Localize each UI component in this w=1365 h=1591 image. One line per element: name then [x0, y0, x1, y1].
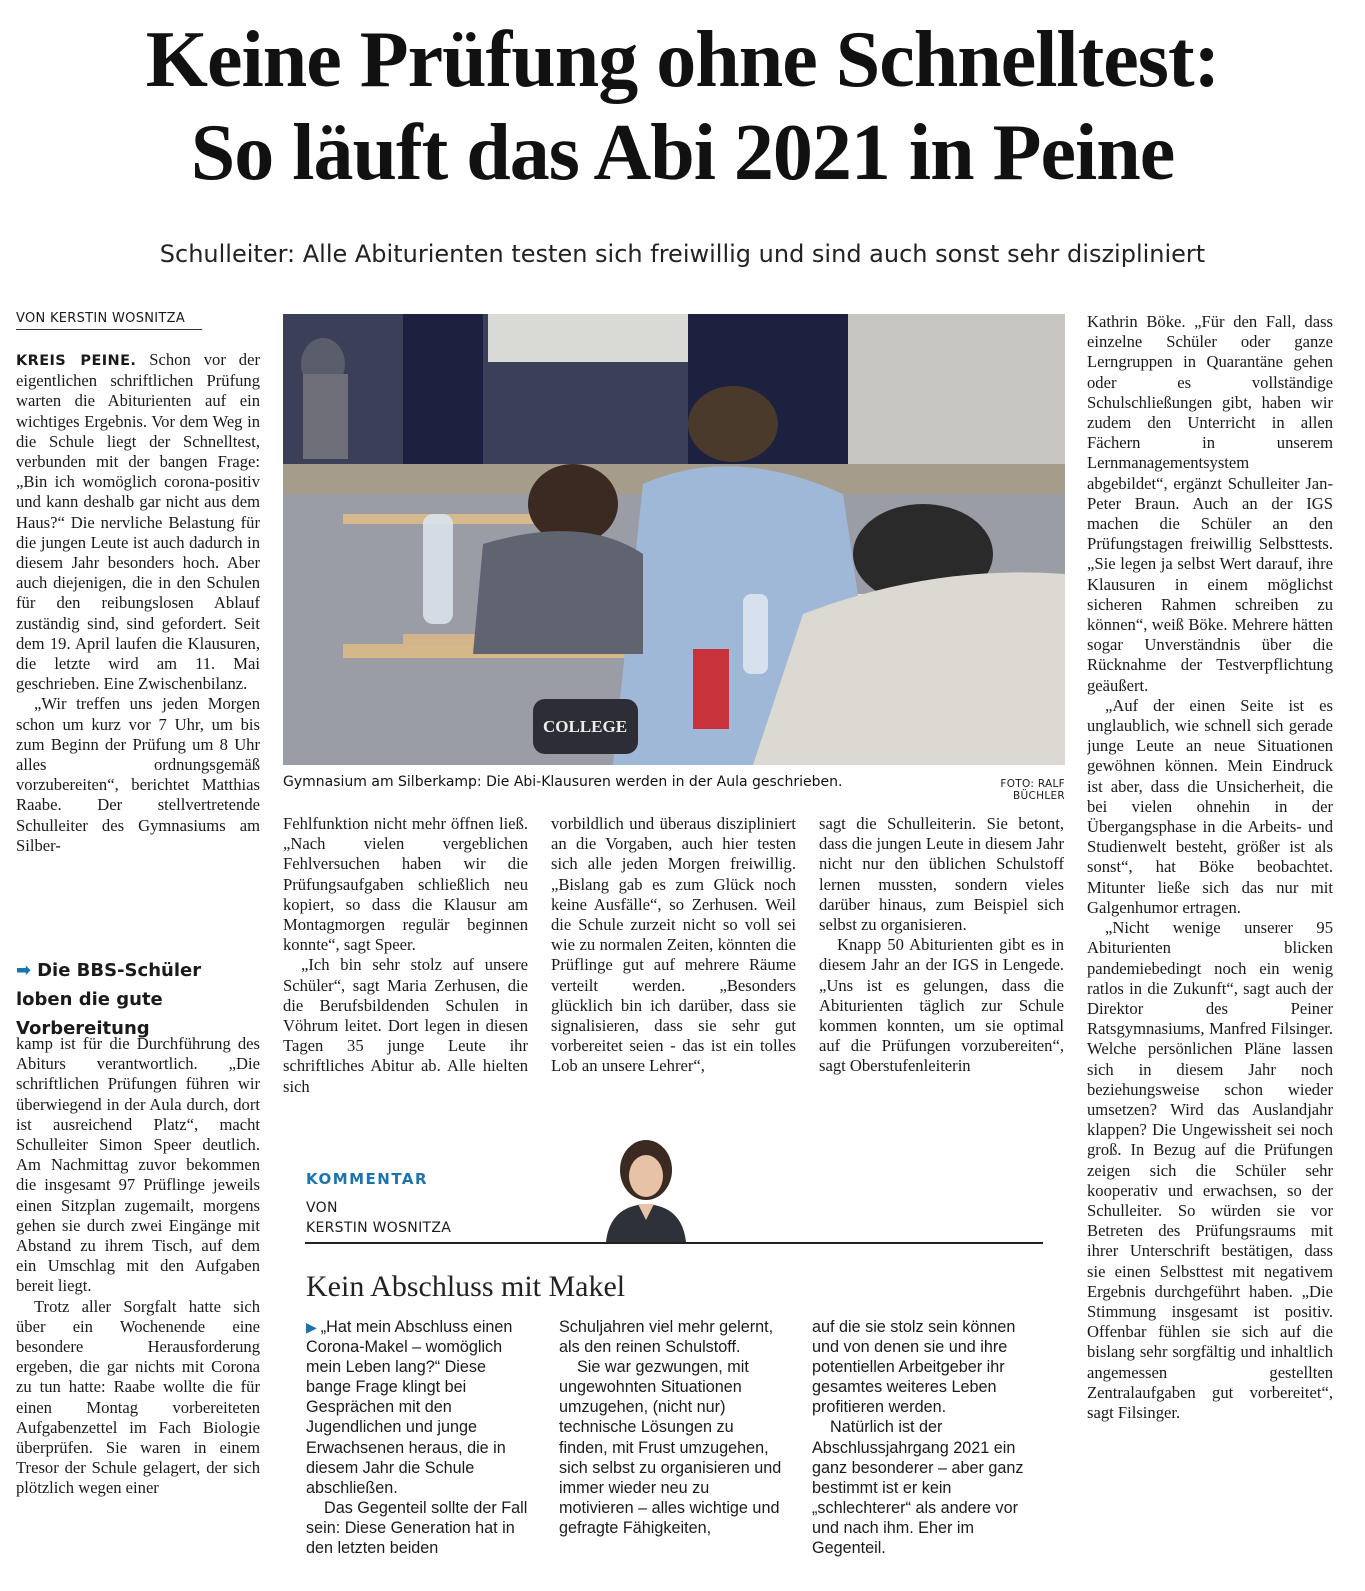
commentary-column-3 — [812, 1317, 1042, 1587]
article-column-1-top — [16, 350, 260, 934]
article-paragraph: „Auf der einen Seite ist es unglaublich, wie schnell sich gerade junge Leute an neue Situationen gewöhnen können. Mein Eindruck ist aber, dass die Unsicherheit, die bei vielen ohnehin in der Übergangsphase in die Arbeits- und Studienwelt besteht, größer ist als sonst“, hat Böke beobachtet. Mitunter ließe sich das nur mit Galgenhumor ertragen. — [1087, 695, 1333, 917]
article-paragraph: „Ich bin sehr stolz auf unsere Schüler“, sagt Maria Zerhusen, die die Berufsbildenden Schulen in Vöhrum leitet. Dort legen in diesen Tagen 35 junge Leute ihr schriftliches Abitur ab. Alle hielten sich — [283, 955, 528, 1096]
commentary-label: KOMMENTAR — [306, 1170, 429, 1188]
article-paragraph — [16, 350, 260, 694]
article-paragraph: sagt die Schulleiterin. Sie betont, dass die jungen Leute in diesem Jahr nicht nur den üblichen Schulstoff lernen mussten, sondern vieles darüber hinaus, zum Beispiel sich selbst zu organisieren. — [819, 814, 1064, 935]
article-column-2 — [283, 814, 528, 1124]
author-portrait — [600, 1134, 692, 1242]
author-portrait-image — [600, 1134, 692, 1242]
article-photo — [283, 314, 1065, 765]
headline-line-1: Keine Prüfung ohne Schnelltest: — [145, 16, 1220, 104]
commentary-paragraph: Schuljahren viel mehr gelernt, als den reinen Schulstoff. — [559, 1318, 774, 1357]
article-column-1-bottom — [16, 1034, 260, 1584]
photo-credit: FOTO: RALF BÜCHLER — [1000, 778, 1065, 802]
play-circle-icon: ▶ — [306, 1319, 317, 1335]
arrow-right-icon: ➡ — [16, 960, 32, 981]
commentary-column-1 — [306, 1317, 530, 1587]
article-paragraph: Knapp 50 Abiturienten gibt es in diesem Jahr an der IGS in Lengede. „Uns ist es gelungen, dass die Abiturienten täglich zur Schule kommen konnten, um sie optimal auf die Prüfungen vorzubereiten“, sagt Oberstufenleiterin — [819, 935, 1064, 1076]
pencil-case-text: COLLEGE — [542, 717, 628, 736]
commentary-author: KERSTIN WOSNITZA — [306, 1220, 452, 1236]
article-paragraph: kamp ist für die Durchführung des Abiturs verantwortlich. „Die schriftlichen Prüfungen führen wir überwiegend in der Aula durch, dort ist ausreichend Platz“, macht Schulleiter Simon Speer deutlich. Am Nachmittag zuvor bekommen die insgesamt 97 Prüflinge jeweils einen Sitzplan zugemailt, morgens gehen sie durch zwei Eingänge mit Abstand zu ihrem Tisch, auf dem ein Umschlag mit den Aufgaben bereit liegt. — [16, 1034, 260, 1296]
commentary-text: „Hat mein Abschluss einen Corona-Makel – womöglich mein Leben lang?“ Diese bange Frage klingt bei Gesprächen mit den Jugendlichen und junge Erwachsenen heraus, die in diesem Jahr die Schule abschließen. — [306, 1318, 513, 1497]
commentary-divider — [305, 1242, 1043, 1244]
article-paragraph: Fehlfunktion nicht mehr öffnen ließ. „Nach vielen vergeblichen Fehlversuchen haben wir die Prüfungsaufgaben schließlich neu kopiert, so dass die Klausur am Montagmorgen regulär beginnen konnte“, sagt Speer. — [283, 814, 528, 955]
article-paragraph: „Nicht wenige unserer 95 Abiturienten blicken pandemiebedingt noch ein wenig ratlos in die Zukunft“, sagt auch der Direktor des Peiner Ratsgymnasiums, Manfred Filsinger. Welche persönlichen Pläne lassen sich in diesem Jahr noch beziehungsweise schon wieder umsetzen? Wird das Auslandjahr klappen? Die Ungewissheit sei noch groß. In Bezug auf die Prüfungen zeigen sich die Schüler sehr kooperativ und erwachsen, so der Schulleiter. So würden sie vor Betreten des Prüfungsraums mit ihrer Unterschrift bestätigen, dass sie einen Selbsttest mit negativem Ergebnis durchgeführt haben. „Die Stimmung insgesamt ist positiv. Offenbar fühlen sie sich auf die bislang sehr sorgfältig und inhaltlich angemessen gestellten Zentralaufgaben gut vorbereitet“, sagt Filsinger. — [1087, 918, 1333, 1422]
commentary-paragraph — [306, 1317, 530, 1498]
commentary-paragraph: auf die sie stolz sein können und von denen sie und ihre potentiellen Arbeitgeber ihr gesamtes weiteres Leben profitieren werden. — [812, 1318, 1016, 1417]
interheadline — [16, 956, 260, 1043]
article-paragraph: „Wir treffen uns jeden Morgen schon um kurz vor 7 Uhr, um bis zum Beginn der Prüfung um 8 Uhr alles ordnungsgemäß vorzubereiten“, berichtet Matthias Raabe. Der stellvertretende Schulleiter des Gymnasiums am Silber- — [16, 694, 260, 855]
article-column-4 — [819, 814, 1064, 1124]
commentary-column-2 — [559, 1317, 783, 1587]
byline: VON KERSTIN WOSNITZA — [16, 311, 202, 330]
article-paragraph: Trotz aller Sorgfalt hatte sich über ein Wochenende eine besondere Herausforderung ergeben, die gar nichts mit Corona zu tun hatte: Raabe wollte die für einen Montag vorbereiteten Aufgabenzettel im Fach Biologie überprüfen. Sie waren in einem Tresor der Schule gelagert, der sich plötzlich wegen einer — [16, 1296, 260, 1498]
article-paragraph: vorbildlich und überaus diszipliniert an die Vorgaben, auch hier testen sich alle jeden Morgen freiwillig. „Bislang gab es zum Glück noch keine Ausfälle“, so Zerhusen. Weil die Schule zurzeit nicht so voll sei wie zu normalen Zeiten, könnten die Prüflinge gut auf mehrere Räume verteilt werden. „Besonders glücklich bin ich darüber, dass sie signalisieren, dass sie sehr gut vorbereitet seien - das ist ein tolles Lob an unsere Lehrer“, — [551, 814, 796, 1076]
article-text: Schon vor der eigentlichen schriftlichen Prüfung warten die Abiturienten auf ein wichtiges Ergebnis. Vor dem Weg in die Schule liegt der Schnelltest, verbunden mit der bangen Frage: „Bin ich womöglich corona-positiv und kann deshalb gar nicht aus dem Haus?“ Die nervliche Belastung für die jungen Leute ist auch dadurch in diesem Jahr besonders hoch. Aber auch diejenigen, die in den Schulen für den reibungslosen Ablauf zuständig sind, sind gefordert. Seit dem 19. April laufen die Klausuren, die letzte wird am 11. Mai geschrieben. Eine Zwischenbilanz. — [16, 350, 260, 694]
article-column-5 — [1087, 312, 1333, 1587]
commentary-paragraph: Das Gegenteil sollte der Fall sein: Diese Generation hat in den letzten beiden — [306, 1498, 528, 1558]
lead-place: KREIS PEINE. — [16, 353, 137, 369]
commentary-byline — [306, 1198, 451, 1238]
headline — [0, 14, 1365, 200]
interheadline-text: Die BBS-Schüler loben die gute Vorbereitung — [16, 960, 202, 1039]
article-column-3 — [551, 814, 796, 1124]
commentary-paragraph: Sie war gezwungen, mit ungewohnten Situationen umzugehen, (nicht nur) technische Lösungen zu finden, mit Frust umzugehen, sich selbst zu organisieren und immer wieder neu zu motivieren – alles wichtige und gefragte Fähigkeiten, — [559, 1358, 782, 1537]
photo-caption: Gymnasium am Silberkamp: Die Abi-Klausuren werden in der Aula geschrieben. — [283, 774, 843, 790]
commentary-title: Kein Abschluss mit Makel — [306, 1270, 626, 1303]
headline-line-2: So läuft das Abi 2021 in Peine — [190, 109, 1175, 197]
commentary-by-prefix: VON — [306, 1200, 338, 1216]
subheadline: Schulleiter: Alle Abiturienten testen sich freiwillig und sind auch sonst sehr diszipliniert — [159, 240, 1206, 268]
article-paragraph: Kathrin Böke. „Für den Fall, dass einzelne Schüler oder ganze Lerngruppen in Quarantäne gehen oder es vollständige Schulschließungen gibt, haben wir zudem den Unterricht in allen Fächern in unserem Lernmanagementsystem abgebildet“, ergänzt Schulleiter Jan-Peter Braun. Auch an der IGS machen die Schüler an den Prüfungstagen freiwillig Selbsttests. „Sie legen ja selbst Wert darauf, ihre Klausuren in einem möglichst sicheren Rahmen schreiben zu können“, weiß Böke. Mehrere hätten sogar Unverständnis über die Rücknahme der Testverpflichtung geäußert. — [1087, 312, 1333, 695]
commentary-paragraph: Natürlich ist der Abschlussjahrgang 2021 ein ganz besonderer – aber ganz bestimmt ist er kein „schlechterer“ als andere vor und nach ihm. Eher im Gegenteil. — [812, 1418, 1024, 1558]
exam-hall-photo — [283, 314, 1065, 765]
